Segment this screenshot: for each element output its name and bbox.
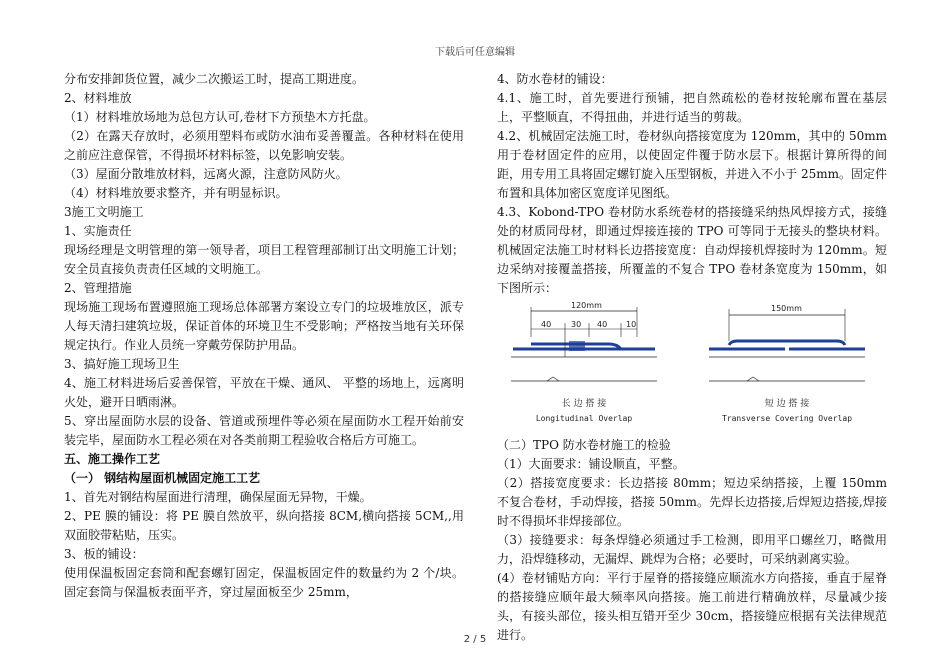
paragraph: 2、PE 膜的铺设：将 PE 膜自然放平，纵向搭接 8CM,横向搭接 5CM,,用双面胶带粘贴，压实。 xyxy=(64,509,464,542)
paragraph: 现场施工现场布置遵照施工现场总体部署方案设立专门的垃圾堆放区，派专人每天清扫建筑垃圾，保证首体的环境卫生不受影响；严格按当地有关环保规定执行。作业人员统一穿戴劳保防护用品。 xyxy=(64,300,464,352)
longitudinal-overlap-diagram xyxy=(509,301,659,393)
longitudinal-overlap-figure xyxy=(509,301,659,423)
paragraph: 4.1、施工时，首先要进行预铺，把自然疏松的卷材按轮廓布置在基层上，平整顺直，不得扭曲，并进行适当的剪裁。 xyxy=(497,91,887,124)
paragraph: （2）在露天存放时，必须用塑料布或防水油布妥善覆盖。各种材料在使用之前应注意保管，不得损坏材料标签，以免影响安装。 xyxy=(64,129,464,162)
left-column xyxy=(64,70,464,602)
paragraph: 3施工文明施工 xyxy=(64,205,144,219)
paragraph: 4、施工材料进场后妥善保管，平放在干燥、通风、 平整的场地上，远离明火处，避开日晒雨淋。 xyxy=(64,376,464,409)
paragraph: 现场经理是文明管理的第一领导者，项目工程管理部制订出文明施工计划；安全员直接负责责任区域的文明施工。 xyxy=(64,243,464,276)
paragraph: 5、穿出屋面防水层的设备、管道或预埋件等必须在屋面防水工程开始前安装完毕，屋面防水工程必须在对各类前期工程验收合格后方可施工。 xyxy=(64,414,464,447)
paragraph: （2）搭接宽度要求：长边搭接 80mm；短边采纳搭接，上覆 150mm 不复合卷材，手动焊接，搭接 50mm。先焊长边搭接,后焊短边搭接,焊接时不得损坏非焊接部位。 xyxy=(497,476,887,528)
paragraph: 1、实施责任 xyxy=(64,224,132,238)
dim-total: 150mm xyxy=(771,304,802,313)
paragraph: 2、材料堆放 xyxy=(64,91,132,105)
paragraph: 1、首先对钢结构屋面进行清理，确保屋面无异物，干燥。 xyxy=(64,490,372,504)
paragraph: 使用保温板固定套筒和配套螺钉固定，保温板固定件的数量约为 2 个/块。固定套筒与保温板表面平齐，穿过屋面板至少 25mm， xyxy=(64,566,464,599)
paragraph: 4.3、Kobond-TPO 卷材防水系统卷材的搭接缝采纳热风焊接方式，接缝处的材质同母材，即通过焊接连接的 TPO 可等同于无接头的整块材料。机械固定法施工时材料长边搭接宽度：自动焊接机焊接时为 120mm。短边采纳对接覆盖搭接，所覆盖的不复合 TPO 卷材条宽度为 150mm，如下图所示： xyxy=(497,205,887,295)
paragraph: 2、管理措施 xyxy=(64,281,132,295)
paragraph: （1）材料堆放场地为总包方认可,卷材下方预垫木方托盘。 xyxy=(64,110,376,124)
paragraph: （3）接缝要求：每条焊缝必须通过手工检测，即用平口螺丝刀，略微用力，沿焊缝移动，无漏焊、跳焊为合格；必要时，可采纳剥离实验。 xyxy=(497,533,887,566)
dim-c: 40 xyxy=(597,320,608,329)
transverse-overlap-diagram xyxy=(707,301,867,393)
page-number: 2 / 5 xyxy=(463,634,487,645)
dim-d: 10 xyxy=(626,320,637,329)
paragraph: 分布安排卸货位置，减少二次搬运工时，提高工期进度。 xyxy=(64,72,365,86)
caption-en-transverse: Transverse Covering Overlap xyxy=(721,414,853,423)
dim-a: 40 xyxy=(541,320,552,329)
paragraph: （4）材料堆放要求整齐，并有明显标识。 xyxy=(64,186,288,200)
dim-b: 30 xyxy=(571,320,582,329)
paragraph: （二）TPO 防水卷材施工的检验 xyxy=(497,438,671,452)
transverse-overlap-figure xyxy=(707,301,867,423)
section-title: 五、施工操作工艺 xyxy=(64,452,161,466)
section-subtitle: （一） 钢结构屋面机械固定施工工艺 xyxy=(64,471,261,485)
paragraph: 4、防水卷材的铺设： xyxy=(497,72,613,86)
caption-cn-transverse: 短 边 搭 接 xyxy=(764,399,810,409)
caption-en-longitudinal: Longitudinal Overlap xyxy=(535,414,633,423)
paragraph: 3、板的铺设： xyxy=(64,547,144,561)
paragraph: 4.2、机械固定法施工时，卷材纵向搭接宽度为 120mm，其中的 50mm 用于卷材固定件的应用，以使固定件覆于防水层下。根据计算所得的间距，用专用工具将固定螺钉旋入压型钢板，并进入不小于 25mm。固定件布置和具体加密区宽度详见图纸。 xyxy=(497,129,887,200)
dim-total: 120mm xyxy=(571,301,602,310)
right-column xyxy=(497,70,887,645)
paragraph: （3）屋面分散堆放材料，远离火源，注意防风防火。 xyxy=(64,167,348,181)
paragraph: (4）卷材铺贴方向：平行于屋脊的搭接缝应顺流水方向搭接，垂直于屋脊的搭接缝应顺年最大频率风向搭接。施工前进行精确放样，尽量减少接头，有接头部位，接头相互错开至少 30cm，搭接缝应根据有关法律规范进行。 xyxy=(497,571,887,642)
paragraph: （1）大面要求：铺设顺直，平整。 xyxy=(497,457,685,471)
caption-cn-longitudinal: 长 边 搭 接 xyxy=(561,399,607,409)
paragraph: 3、搞好施工现场卫生 xyxy=(64,357,180,371)
overlap-figures xyxy=(497,301,887,433)
page-header: 下载后可任意编辑 xyxy=(435,47,515,58)
